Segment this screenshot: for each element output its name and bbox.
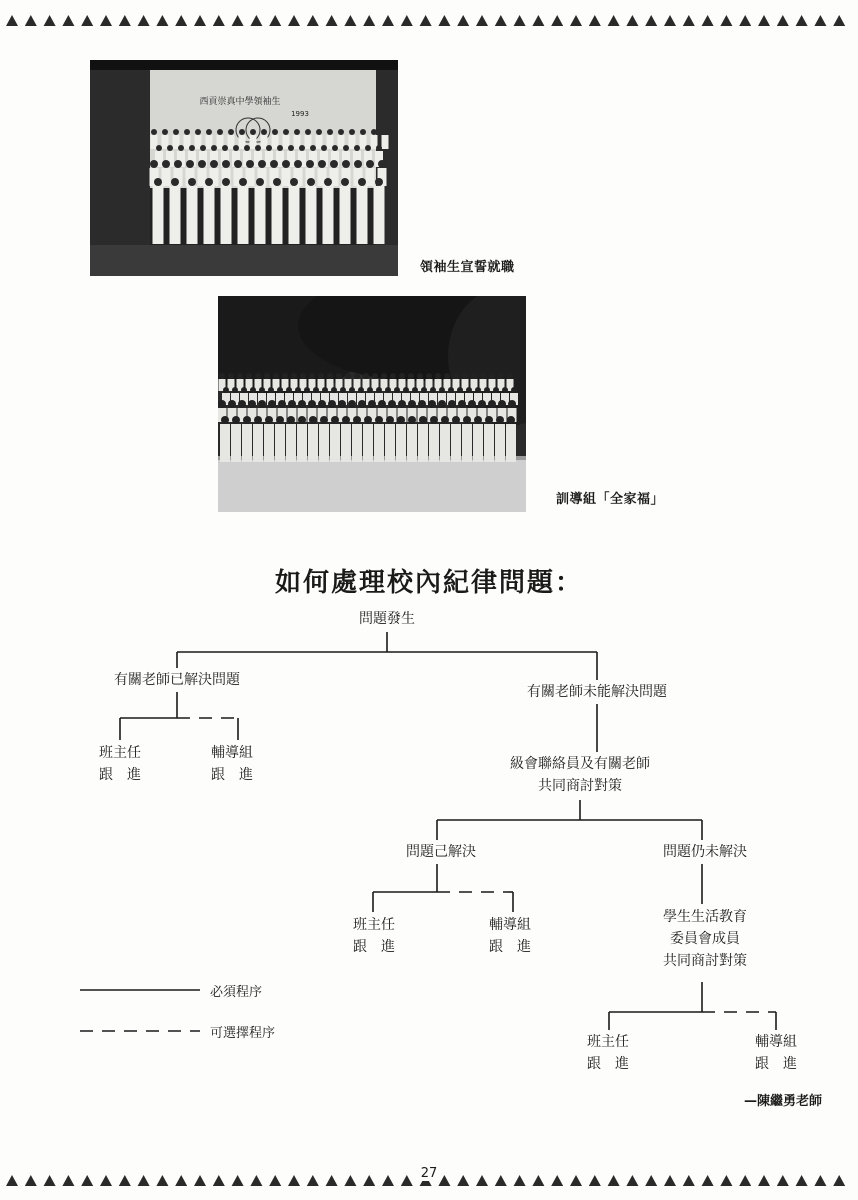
- author-signature: —陳繼勇老師: [744, 1094, 823, 1109]
- photo1-caption: 領袖生宣誓就職: [420, 260, 515, 275]
- node-liaison-meeting: 級會聯絡員及有關老師 共同商討對策: [510, 756, 650, 794]
- node-class-teacher-follow-up-2: 班主任 跟 進: [353, 917, 395, 955]
- node-guidance-follow-up-1: 輔導組 跟 進: [211, 745, 253, 783]
- banner-text: 西貢崇真中學領袖生: [199, 97, 281, 107]
- node-problem-solved: 問題己解決: [406, 844, 476, 860]
- node-class-teacher-follow-up-3: 班主任 跟 進: [587, 1034, 629, 1072]
- node-teacher-unsolved: 有關老師未能解決問題: [527, 684, 667, 700]
- node-problem-occurs: 問題發生: [359, 611, 415, 627]
- photo2-caption: 訓導組「全家福」: [556, 492, 665, 507]
- node-guidance-follow-up-3: 輔導組 跟 進: [755, 1034, 797, 1072]
- banner-year: 1993: [291, 110, 309, 118]
- legend-optional-label: 可選擇程序: [210, 1026, 276, 1041]
- node-guidance-follow-up-2: 輔導組 跟 進: [489, 917, 531, 955]
- flowchart-title: 如何處理校內紀律問題：: [274, 568, 583, 598]
- node-life-education-committee: 學生生活教育 委員會成員 共同商討對策: [663, 909, 747, 969]
- node-problem-unsolved: 問題仍未解決: [663, 844, 747, 860]
- node-class-teacher-follow-up-1: 班主任 跟 進: [99, 745, 141, 783]
- page-number: 27: [0, 1166, 858, 1181]
- legend-required-label: 必須程序: [210, 985, 263, 1000]
- node-teacher-solved: 有關老師已解決問題: [114, 672, 240, 688]
